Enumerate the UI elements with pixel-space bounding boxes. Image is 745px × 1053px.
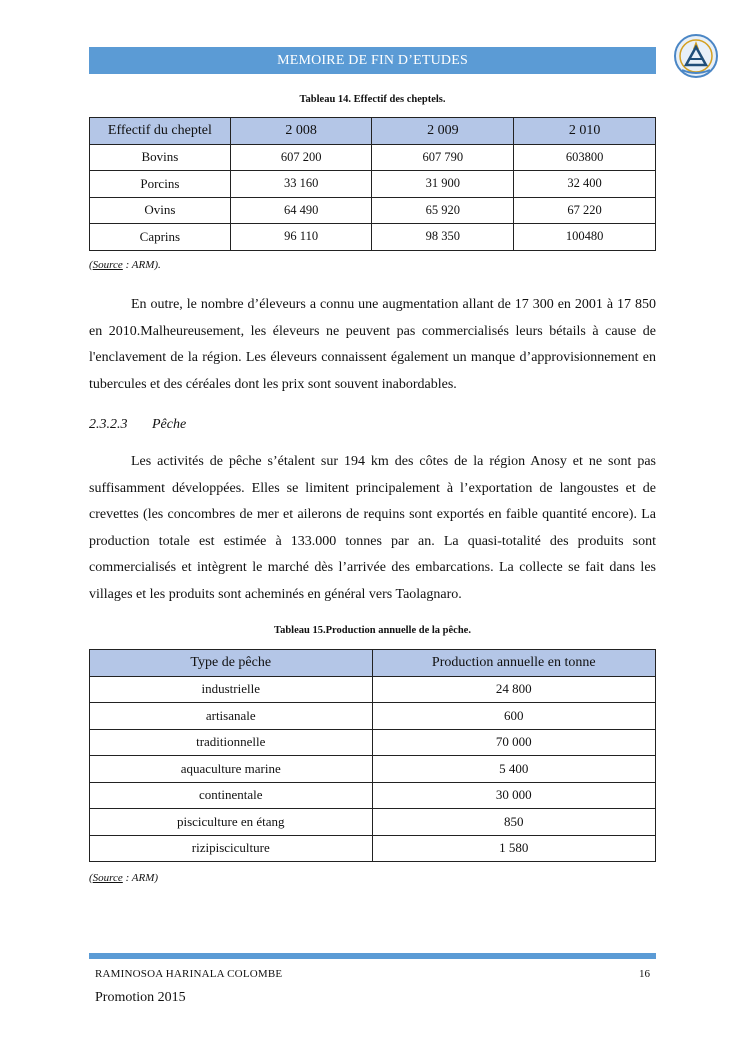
footer-author: RAMINOSOA HARINALA COLOMBE [95,968,283,980]
table-cell: Bovins [90,144,231,171]
table-row [90,703,656,730]
header-title-bar: MEMOIRE DE FIN D’ETUDES [89,47,656,74]
table-cell: 603800 [514,144,656,171]
table-row [90,224,656,251]
table14-caption: Tableau 14. Effectif des cheptels. [299,94,446,105]
table-row [90,197,656,224]
source-open: ( [89,259,93,271]
table-cell: artisanale [90,703,373,730]
table-row [90,676,656,703]
source-rest: : ARM) [122,872,159,884]
table-cell: pisciculture en étang [90,809,373,836]
table-row [90,144,656,171]
footer-promotion: Promotion 2015 [95,990,186,1005]
table15 [89,649,656,862]
table-cell: 30 000 [372,782,655,809]
table-cell: 600 [372,703,655,730]
table-cell: Ovins [90,197,231,224]
table15-source [89,872,158,884]
table-cell: 5 400 [372,756,655,783]
table-cell: 607 790 [372,144,514,171]
table-cell: 67 220 [514,197,656,224]
table-cell: 96 110 [230,224,372,251]
table-cell: 65 920 [372,197,514,224]
table-cell: 24 800 [372,676,655,703]
column-header: 2 009 [372,118,514,145]
source-open: ( [89,872,93,884]
table-cell: Caprins [90,224,231,251]
table-header-row [90,118,656,145]
table-cell: 98 350 [372,224,514,251]
column-header: 2 008 [230,118,372,145]
table-cell: continentale [90,782,373,809]
column-header: Effectif du cheptel [90,118,231,145]
table14-source [89,259,161,271]
table-row [90,756,656,783]
table14 [89,117,656,251]
footer-divider [89,953,656,959]
table-row [90,729,656,756]
paragraph-eleveurs: En outre, le nombre d’éleveurs a connu une augmentation allant de 17 300 en 2001 à 17 850 en 2010.Malheureusement, les éleveurs ne peuvent pas commercialisés leurs bétails à cause de l'enclavement de la région. Les éleveurs connaissent également un manque d’approvisionnement en tubercules et des céréales dont les prix sont souvent inabordables. [89,297,656,392]
table-cell: 607 200 [230,144,372,171]
table-row [90,782,656,809]
page-number: 16 [639,968,650,980]
table-cell: Porcins [90,171,231,198]
table-cell: aquaculture marine [90,756,373,783]
table-cell: 64 490 [230,197,372,224]
table-cell: 31 900 [372,171,514,198]
section-title: Pêche [152,417,187,432]
section-number: 2.3.2.3 [89,417,128,432]
table-cell: 70 000 [372,729,655,756]
section-heading [89,417,186,433]
table-cell: 100480 [514,224,656,251]
table-cell: 33 160 [230,171,372,198]
column-header: Production annuelle en tonne [372,650,655,677]
table-cell: industrielle [90,676,373,703]
table-cell: 32 400 [514,171,656,198]
table-cell: traditionnelle [90,729,373,756]
column-header: 2 010 [514,118,656,145]
paragraph-peche: Les activités de pêche s’étalent sur 194 km des côtes de la région Anosy et ne sont pas suffisamment développées. Elles se limitent principalement à l’exportation de langoustes et de crevettes (les concombres de mer et ailerons de requins sont exportés en faible quantité encore). La production totale est estimée à 133.000 tonnes par an. La quasi-totalité des produits sont commercialisés et intègrent le marché dès l’arrivée des embarcations. La collecte se fait dans les villages et les produits sont acheminés en général vers Taolagnaro. [89,454,656,602]
source-word: Source [92,259,123,271]
table-cell: 850 [372,809,655,836]
table-row [90,171,656,198]
table-row [90,835,656,862]
source-rest: : ARM). [122,259,161,271]
table-row [90,809,656,836]
source-word: Source [92,872,123,884]
table-cell: rizipisciculture [90,835,373,862]
column-header: Type de pêche [90,650,373,677]
table15-caption: Tableau 15.Production annuelle de la pêche. [274,625,471,636]
table-cell: 1 580 [372,835,655,862]
table-header-row [90,650,656,677]
university-logo-icon [672,32,720,80]
